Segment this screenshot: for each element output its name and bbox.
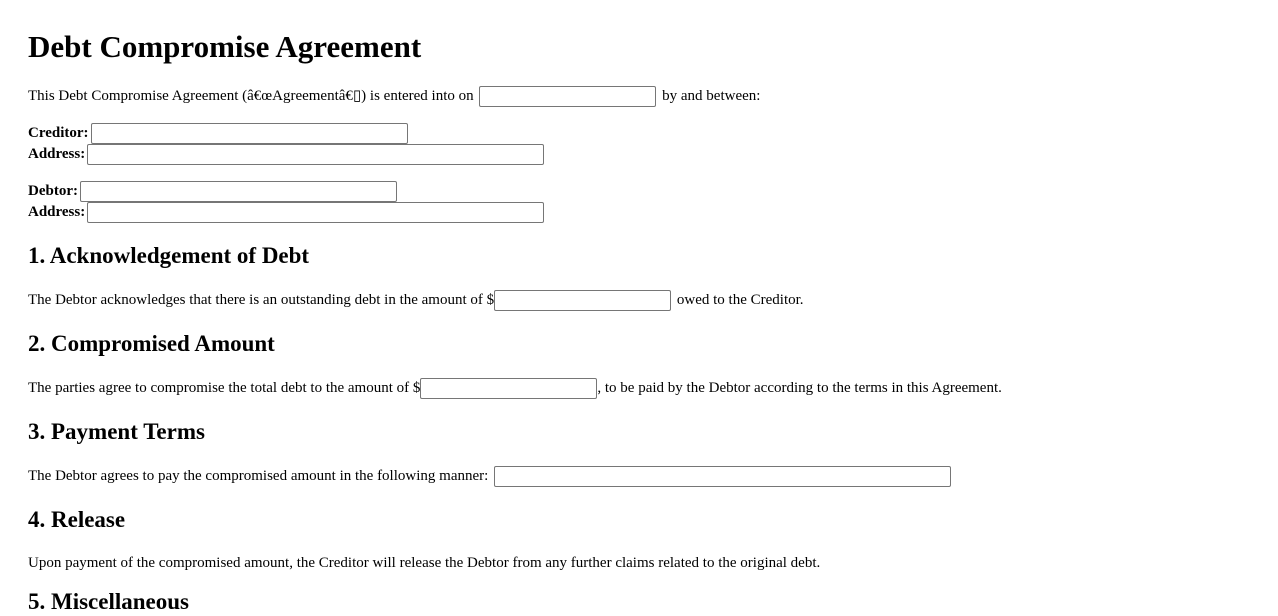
- creditor-row: [28, 123, 410, 144]
- creditor-address-row: [28, 144, 546, 165]
- payment-terms-input[interactable]: [494, 466, 951, 487]
- debtor-name-input[interactable]: [80, 181, 397, 202]
- section-2-paragraph: [28, 378, 1002, 399]
- section-1-paragraph: [28, 290, 804, 311]
- debtor-address-label: Address:: [28, 204, 86, 220]
- intro-text-after: by and between:: [662, 88, 761, 104]
- section-4-text: Upon payment of the compromised amount, the Creditor will release the Debtor from any further claims related to the original debt.: [28, 555, 821, 571]
- section-3-paragraph: [28, 466, 953, 487]
- creditor-address-label: Address:: [28, 146, 86, 162]
- debt-amount-input[interactable]: [494, 290, 671, 311]
- creditor-name-input[interactable]: [91, 123, 408, 144]
- creditor-label: Creditor:: [28, 125, 89, 141]
- section-5-heading: 5. Miscellaneous: [28, 589, 189, 614]
- intro-text-before: This Debt Compromise Agreement (â€œAgreementâ€▯) is entered into on: [28, 88, 474, 104]
- agreement-date-input[interactable]: [479, 86, 656, 107]
- section-1-heading: 1. Acknowledgement of Debt: [28, 243, 310, 268]
- section-3-text-before: The Debtor agrees to pay the compromised amount in the following manner:: [28, 468, 489, 484]
- compromised-amount-input[interactable]: [420, 378, 597, 399]
- section-1-text-before: The Debtor acknowledges that there is an outstanding debt in the amount of $: [28, 292, 495, 308]
- section-2-text-before: The parties agree to compromise the total debt to the amount of $: [28, 380, 421, 396]
- debtor-label: Debtor:: [28, 183, 78, 199]
- section-2-text-after: , to be paid by the Debtor according to the terms in this Agreement.: [597, 380, 1002, 396]
- section-3-heading: 3. Payment Terms: [28, 419, 205, 444]
- page-title: Debt Compromise Agreement: [28, 29, 422, 64]
- intro-paragraph: [28, 86, 760, 107]
- debtor-address-input[interactable]: [87, 202, 544, 223]
- debtor-address-row: [28, 202, 546, 223]
- section-1-text-after: owed to the Creditor.: [676, 292, 804, 308]
- debtor-row: [28, 181, 399, 202]
- section-4-heading: 4. Release: [28, 507, 126, 532]
- section-2-heading: 2. Compromised Amount: [28, 331, 275, 356]
- creditor-address-input[interactable]: [87, 144, 544, 165]
- section-4-paragraph: [28, 553, 820, 573]
